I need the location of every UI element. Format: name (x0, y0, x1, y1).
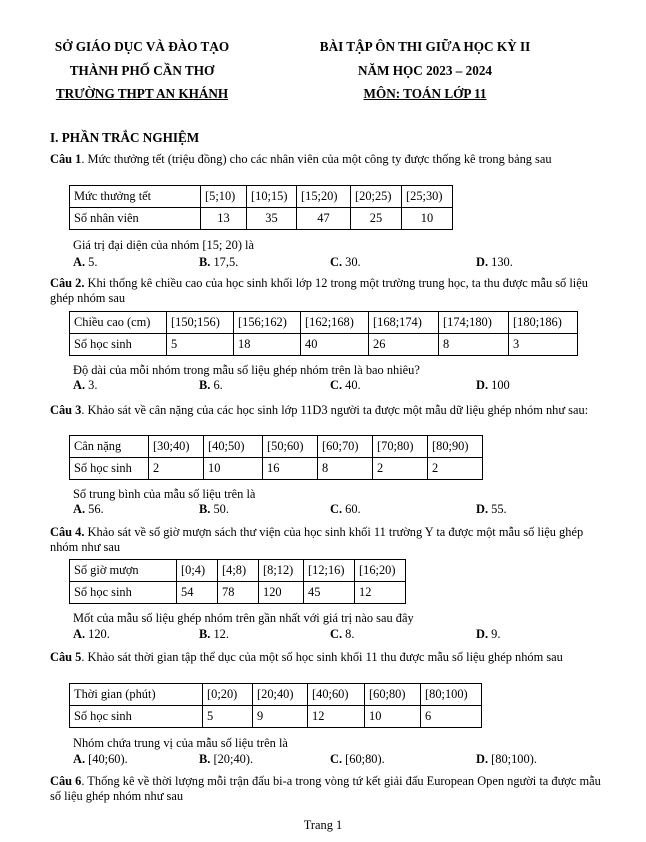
option-value: 9. (491, 627, 501, 641)
table-cell: 9 (253, 706, 308, 728)
table-cell: [40;50) (204, 436, 263, 458)
table-cell: [15;20) (297, 186, 351, 208)
option-d (476, 502, 507, 517)
option-value: 3. (88, 378, 98, 392)
table-cell: [40;60) (308, 684, 365, 706)
table-cell: 12 (355, 582, 406, 604)
question-2-prompt: Độ dài của mỗi nhóm trong mẫu số liệu ghép nhóm trên là bao nhiêu? (73, 363, 420, 377)
table-cell: Số học sinh (70, 582, 177, 604)
table-cell: [25;30) (402, 186, 453, 208)
table-cell: 10 (365, 706, 421, 728)
question-3-prompt: Số trung bình của mẫu số liệu trên là (73, 487, 256, 501)
table-cell: [4;8) (218, 560, 259, 582)
question-label: Câu 5 (50, 650, 82, 664)
table-row (70, 334, 578, 356)
option-value: 6. (213, 378, 223, 392)
table-cell: Số giờ mượn (70, 560, 177, 582)
table-cell: 45 (304, 582, 355, 604)
table-row (70, 560, 406, 582)
question-2-text (50, 276, 605, 305)
question-2-table (69, 311, 578, 356)
table-cell: [60;70) (318, 436, 373, 458)
question-5-prompt: Nhóm chứa trung vị của mẫu số liệu trên là (73, 736, 288, 750)
option-value: 5. (88, 255, 98, 269)
table-cell: [30;40) (149, 436, 204, 458)
question-5-table (69, 683, 482, 728)
table-cell: [80;90) (428, 436, 483, 458)
table-cell: 10 (402, 208, 453, 230)
option-value: 30. (345, 255, 361, 269)
header-school-year: NĂM HỌC 2023 – 2024 (357, 63, 493, 78)
table-cell: Thời gian (phút) (70, 684, 203, 706)
table-cell: [20;40) (253, 684, 308, 706)
table-cell: [10;15) (247, 186, 297, 208)
page-number: Trang 1 (303, 818, 343, 832)
option-key: A. (73, 378, 86, 392)
table-row (70, 208, 453, 230)
option-key: C. (330, 255, 343, 269)
option-value: [40;60). (88, 752, 128, 766)
option-c (330, 627, 354, 642)
question-4-text (50, 525, 605, 554)
table-cell: 8 (318, 458, 373, 480)
table-cell: [16;20) (355, 560, 406, 582)
table-cell: [60;80) (365, 684, 421, 706)
question-label: Câu 4. (50, 525, 85, 539)
table-row (70, 186, 453, 208)
table-cell: 3 (509, 334, 578, 356)
question-body: Khi thống kê chiều cao của học sinh khối lớp 12 trong một trường trung học, ta thu được mẫu số liệu ghép nhóm sau (50, 276, 588, 305)
section-title: I. PHẦN TRẮC NGHIỆM (50, 130, 200, 145)
header-subject (300, 86, 550, 102)
option-a (73, 752, 128, 767)
option-key: B. (199, 255, 211, 269)
question-body: . Mức thưởng tết (triệu đồng) cho các nhân viên của một công ty được thống kê trong bảng sau (81, 152, 552, 166)
table-row (70, 436, 483, 458)
table-cell: [174;180) (439, 312, 509, 334)
table-cell: Cân nặng (70, 436, 149, 458)
option-b (199, 627, 229, 642)
table-cell: Chiều cao (cm) (70, 312, 167, 334)
option-d (476, 627, 500, 642)
option-value: 120. (88, 627, 110, 641)
table-cell: [150;156) (167, 312, 234, 334)
header-school-text: TRƯỜNG THPT AN KHÁNH (55, 86, 229, 101)
question-5-text (50, 650, 605, 665)
question-label: Câu 1 (50, 152, 82, 166)
question-label: Câu 6 (50, 774, 82, 788)
table-row (70, 312, 578, 334)
table-cell: [80;100) (421, 684, 482, 706)
table-cell: 16 (263, 458, 318, 480)
option-value: 12. (213, 627, 229, 641)
table-row (70, 582, 406, 604)
table-cell: 2 (428, 458, 483, 480)
option-key: B. (199, 627, 211, 641)
table-cell: 2 (373, 458, 428, 480)
option-value: 40. (345, 378, 361, 392)
option-key: B. (199, 378, 211, 392)
table-cell: 120 (259, 582, 304, 604)
option-c (330, 378, 361, 393)
table-row (70, 458, 483, 480)
option-value: 8. (345, 627, 355, 641)
table-cell: 13 (201, 208, 247, 230)
question-body: . Khảo sát thời gian tập thể dục của một số học sinh khối 11 thu được mẫu số liệu ghép nhóm sau (81, 650, 563, 664)
option-key: C. (330, 378, 343, 392)
table-cell: Mức thưởng tết (70, 186, 201, 208)
option-b (199, 752, 253, 767)
option-value: [80;100). (491, 752, 537, 766)
table-cell: 18 (234, 334, 301, 356)
option-value: [20;40). (213, 752, 254, 766)
option-key: A. (73, 627, 86, 641)
option-key: C. (330, 627, 343, 641)
option-key: A. (73, 502, 86, 516)
table-cell: [180;186) (509, 312, 578, 334)
table-cell: [12;16) (304, 560, 355, 582)
table-cell: 40 (301, 334, 369, 356)
table-cell: 5 (203, 706, 253, 728)
question-6-text (50, 774, 605, 803)
option-d (476, 378, 510, 393)
option-a (73, 255, 97, 270)
table-cell: [70;80) (373, 436, 428, 458)
table-cell: 25 (351, 208, 402, 230)
table-cell: 5 (167, 334, 234, 356)
table-cell: 26 (369, 334, 439, 356)
table-row (70, 706, 482, 728)
option-key: D. (476, 255, 489, 269)
table-cell: [8;12) (259, 560, 304, 582)
option-a (73, 378, 97, 393)
table-cell: 78 (218, 582, 259, 604)
table-cell: [162;168) (301, 312, 369, 334)
option-key: A. (73, 255, 86, 269)
table-cell: Số học sinh (70, 334, 167, 356)
table-cell: Số học sinh (70, 706, 203, 728)
option-a (73, 627, 110, 642)
option-c (330, 752, 385, 767)
header-dept: SỞ GIÁO DỤC VÀ ĐÀO TẠO (54, 39, 230, 54)
header-city: THÀNH PHỐ CẦN THƠ (69, 63, 215, 78)
option-c (330, 255, 361, 270)
option-value: [60;80). (345, 752, 385, 766)
header-exam-title: BÀI TẬP ÔN THI GIỮA HỌC KỲ II (319, 39, 531, 54)
table-cell: 2 (149, 458, 204, 480)
header-subject-text: MÔN: TOÁN LỚP 11 (363, 86, 487, 101)
question-label: Câu 2. (50, 276, 85, 290)
option-key: C. (330, 502, 343, 516)
option-value: 55. (491, 502, 507, 516)
question-body: . Khảo sát về cân nặng của các học sinh lớp 11D3 người ta được một mẫu dữ liệu ghép nhóm như sau: (81, 403, 589, 417)
table-cell: 8 (439, 334, 509, 356)
option-b (199, 255, 238, 270)
option-value: 60. (345, 502, 361, 516)
table-row (70, 684, 482, 706)
question-body: Khảo sát về số giờ mượn sách thư viện của học sinh khối 11 trường Y ta được một mẫu số liệu ghép nhóm như sau (50, 525, 584, 554)
table-cell: [5;10) (201, 186, 247, 208)
option-key: D. (476, 752, 489, 766)
table-cell: [156;162) (234, 312, 301, 334)
question-label: Câu 3 (50, 403, 82, 417)
table-cell: 47 (297, 208, 351, 230)
option-d (476, 752, 537, 767)
table-cell: [168;174) (369, 312, 439, 334)
option-value: 17,5. (213, 255, 239, 269)
option-key: A. (73, 752, 86, 766)
header-school (30, 86, 254, 102)
option-value: 100 (491, 378, 510, 392)
question-body: . Thống kê về thời lượng mỗi trận đấu bi-a trong vòng tứ kết giải đấu European Open người ta được mẫu số liệu ghép nhóm như sau (50, 774, 601, 803)
table-cell: 6 (421, 706, 482, 728)
question-1-prompt: Giá trị đại diện của nhóm [15; 20) là (73, 238, 254, 252)
table-cell: [0;20) (203, 684, 253, 706)
option-key: D. (476, 627, 489, 641)
option-key: C. (330, 752, 343, 766)
table-cell: 54 (177, 582, 218, 604)
table-cell: 12 (308, 706, 365, 728)
option-key: D. (476, 378, 489, 392)
table-cell: 10 (204, 458, 263, 480)
question-3-text (50, 403, 605, 418)
table-cell: 35 (247, 208, 297, 230)
option-value: 130. (491, 255, 513, 269)
option-b (199, 378, 223, 393)
option-value: 50. (213, 502, 229, 516)
table-cell: [0;4) (177, 560, 218, 582)
question-4-prompt: Mốt của mẫu số liệu ghép nhóm trên gần nhất với giá trị nào sau đây (73, 611, 414, 625)
table-cell: [20;25) (351, 186, 402, 208)
question-1-text (50, 152, 605, 167)
option-d (476, 255, 513, 270)
option-key: B. (199, 502, 211, 516)
option-a (73, 502, 104, 517)
table-cell: Số học sinh (70, 458, 149, 480)
option-value: 56. (88, 502, 104, 516)
question-3-table (69, 435, 483, 480)
option-key: D. (476, 502, 489, 516)
question-4-table (69, 559, 406, 604)
question-1-table (69, 185, 453, 230)
option-c (330, 502, 361, 517)
table-cell: Số nhân viên (70, 208, 201, 230)
option-key: B. (199, 752, 211, 766)
option-b (199, 502, 229, 517)
table-cell: [50;60) (263, 436, 318, 458)
